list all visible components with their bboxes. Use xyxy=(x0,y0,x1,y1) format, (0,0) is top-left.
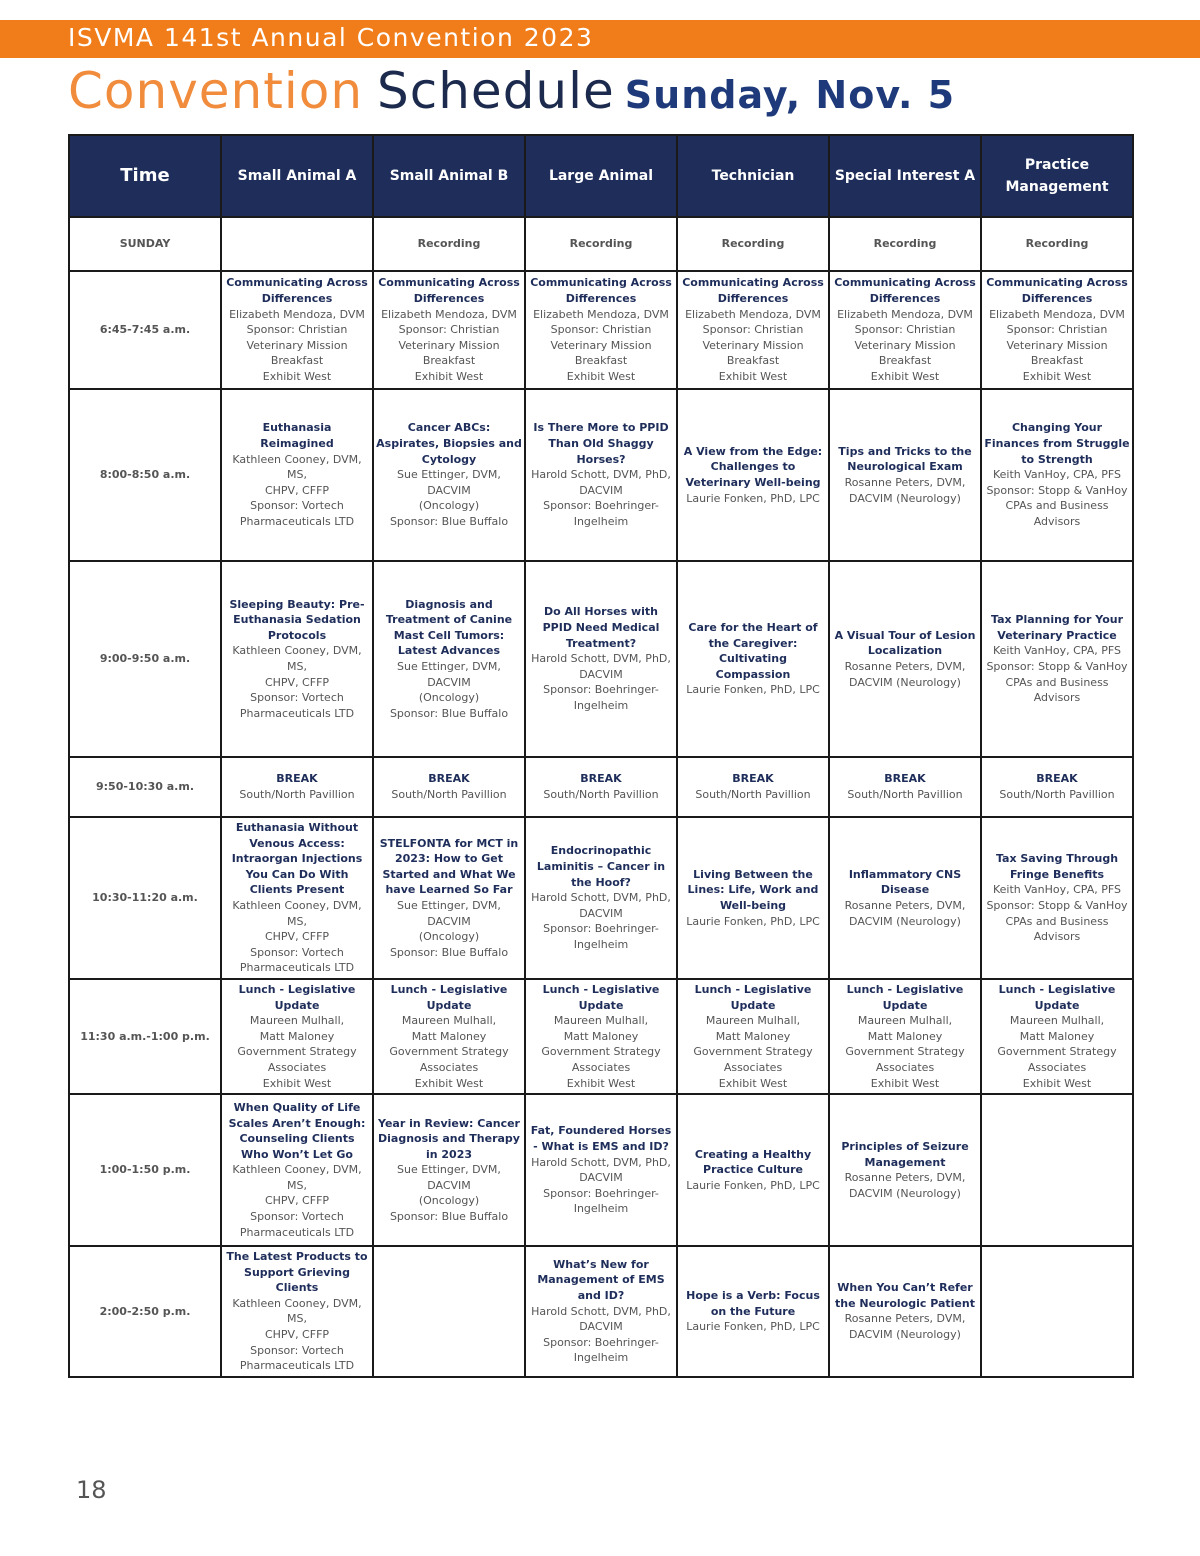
session-detail: Harold Schott, DVM, PhD, xyxy=(531,891,671,905)
session-cell xyxy=(981,271,1133,389)
session-detail: Matt Maloney xyxy=(1019,1029,1095,1043)
session-title: Tax Saving Through Fringe Benefits xyxy=(995,852,1119,881)
session-detail: Exhibit West xyxy=(414,369,484,383)
session-detail: Sponsor: Christian xyxy=(398,323,500,337)
session-detail: (Oncology) xyxy=(418,1194,480,1208)
session-detail: Keith VanHoy, CPA, PFS xyxy=(992,883,1122,897)
session-detail: Maureen Mulhall, xyxy=(553,1014,649,1028)
session-cell xyxy=(525,979,677,1094)
session-detail: (Oncology) xyxy=(418,691,480,705)
session-detail: Ingelheim xyxy=(573,698,629,712)
time-cell: 10:30-11:20 a.m. xyxy=(69,817,221,979)
session-title: Principles of Seizure Management xyxy=(841,1139,969,1169)
session-detail: Elizabeth Mendoza, DVM xyxy=(229,307,365,321)
session-detail: Rosanne Peters, DVM, xyxy=(844,898,966,912)
session-detail: Exhibit West xyxy=(718,1076,788,1090)
session-detail: Breakfast xyxy=(270,354,324,368)
session-title: Communicating Across Differences xyxy=(530,276,672,306)
table-row xyxy=(69,217,1133,271)
table-row xyxy=(69,1246,1133,1377)
session-title: Lunch - Legislative Update xyxy=(998,982,1116,1012)
session-detail: Exhibit West xyxy=(566,1076,636,1090)
session-detail: Keith VanHoy, CPA, PFS xyxy=(992,468,1122,482)
session-detail: Associates xyxy=(723,1060,783,1074)
session-detail: Laurie Fonken, PhD, LPC xyxy=(686,914,820,928)
title-day: Sunday, Nov. 5 xyxy=(624,73,956,117)
time-cell: 9:00-9:50 a.m. xyxy=(69,561,221,757)
session-cell xyxy=(981,1246,1133,1377)
session-title: BREAK xyxy=(580,772,622,786)
session-title: Euthanasia Reimagined xyxy=(260,421,334,451)
session-title: Do All Horses with PPID Need Medical Treatment? xyxy=(542,605,660,650)
session-cell xyxy=(677,389,829,561)
session-detail: Maureen Mulhall, xyxy=(857,1014,953,1028)
time-cell: 11:30 a.m.-1:00 p.m. xyxy=(69,979,221,1094)
session-cell xyxy=(525,817,677,979)
session-detail: DACVIM xyxy=(579,1320,623,1334)
session-detail: Sponsor: Vortech xyxy=(250,1343,344,1357)
session-cell xyxy=(373,979,525,1094)
session-detail: Government Strategy xyxy=(541,1045,661,1059)
session-detail: Kathleen Cooney, DVM, MS, xyxy=(232,1163,362,1192)
session-detail: Ingelheim xyxy=(573,1202,629,1216)
session-cell xyxy=(373,817,525,979)
session-detail: Matt Maloney xyxy=(563,1029,639,1043)
session-title: Sleeping Beauty: Pre-Euthanasia Sedation Protocols xyxy=(229,597,365,642)
top-banner xyxy=(0,20,1200,58)
session-title: Creating a Healthy Practice Culture xyxy=(694,1147,812,1177)
session-detail: Exhibit West xyxy=(566,369,636,383)
session-detail: Ingelheim xyxy=(573,1351,629,1365)
session-detail: Elizabeth Mendoza, DVM xyxy=(685,307,821,321)
table-row xyxy=(69,979,1133,1094)
session-title: Euthanasia Without Venous Access: Intraorgan Injections You Can Do With Clients Present xyxy=(231,821,363,897)
column-header: Large Animal xyxy=(525,135,677,217)
session-detail: Sponsor: Christian xyxy=(550,323,652,337)
session-detail: CHPV, CFFP xyxy=(264,675,330,689)
session-cell xyxy=(373,561,525,757)
session-detail: (Oncology) xyxy=(418,499,480,513)
session-detail: Exhibit West xyxy=(262,369,332,383)
session-detail: Breakfast xyxy=(422,354,476,368)
session-detail: Matt Maloney xyxy=(411,1029,487,1043)
session-detail: Sponsor: Christian xyxy=(854,323,956,337)
session-detail: Sponsor: Vortech xyxy=(250,945,344,959)
session-detail: Sponsor: Boehringer- xyxy=(543,1335,659,1349)
session-detail: Pharmaceuticals LTD xyxy=(239,1225,355,1239)
session-title: BREAK xyxy=(428,772,470,786)
session-title: Lunch - Legislative Update xyxy=(542,982,660,1012)
session-detail: Exhibit West xyxy=(1022,369,1092,383)
session-detail: Sponsor: Christian xyxy=(246,323,348,337)
session-detail: DACVIM xyxy=(579,1171,623,1185)
session-title: When You Can’t Refer the Neurologic Patient xyxy=(835,1281,975,1310)
session-cell xyxy=(829,1246,981,1377)
session-detail: Pharmaceuticals LTD xyxy=(239,1359,355,1373)
session-title: Communicating Across Differences xyxy=(986,276,1128,306)
session-detail: DACVIM (Neurology) xyxy=(849,914,961,928)
session-cell xyxy=(829,561,981,757)
time-cell: 6:45-7:45 a.m. xyxy=(69,271,221,389)
session-detail: CHPV, CFFP xyxy=(264,483,330,497)
session-detail: Sponsor: Christian xyxy=(702,323,804,337)
session-detail: Sponsor: Stopp & VanHoy xyxy=(986,898,1128,912)
session-title: Communicating Across Differences xyxy=(834,276,976,306)
session-title: Communicating Across Differences xyxy=(682,276,824,306)
session-title: Diagnosis and Treatment of Canine Mast Cell Tumors: Latest Advances xyxy=(385,597,513,658)
session-cell xyxy=(677,271,829,389)
session-title: Cancer ABCs: Aspirates, Biopsies and Cytology xyxy=(376,421,522,466)
page-number: 18 xyxy=(76,1476,107,1504)
session-title: Living Between the Lines: Life, Work and Well-being xyxy=(687,867,819,912)
session-detail: CHPV, CFFP xyxy=(264,930,330,944)
session-title: Lunch - Legislative Update xyxy=(390,982,508,1012)
session-title: The Latest Products to Support Grieving Clients xyxy=(226,1250,368,1295)
session-title: A Visual Tour of Lesion Localization xyxy=(834,628,976,658)
session-cell xyxy=(829,1094,981,1246)
session-cell: Recording xyxy=(677,217,829,271)
column-header: Small Animal A xyxy=(221,135,373,217)
session-detail: Elizabeth Mendoza, DVM xyxy=(989,307,1125,321)
session-detail: Pharmaceuticals LTD xyxy=(239,514,355,528)
session-detail: Breakfast xyxy=(878,354,932,368)
session-cell xyxy=(829,271,981,389)
session-cell: Recording xyxy=(373,217,525,271)
session-detail: DACVIM xyxy=(579,906,623,920)
session-detail: CPAs and Business Advisors xyxy=(1005,675,1109,705)
session-detail: Rosanne Peters, DVM, xyxy=(844,476,966,489)
session-detail: Veterinary Mission xyxy=(854,338,956,352)
column-header: Small Animal B xyxy=(373,135,525,217)
session-cell xyxy=(829,817,981,979)
session-cell xyxy=(525,1246,677,1377)
session-cell xyxy=(981,389,1133,561)
session-detail: South/North Pavillion xyxy=(847,788,963,801)
session-cell xyxy=(829,389,981,561)
header-row xyxy=(69,135,1133,217)
session-cell xyxy=(677,1246,829,1377)
session-detail: Sue Ettinger, DVM, DACVIM xyxy=(397,1163,501,1192)
session-detail: Sue Ettinger, DVM, DACVIM xyxy=(397,660,501,689)
session-title: Care for the Heart of the Caregiver: Cultivating Compassion xyxy=(688,621,818,681)
session-detail: Pharmaceuticals LTD xyxy=(239,961,355,975)
time-cell: 8:00-8:50 a.m. xyxy=(69,389,221,561)
session-detail: Sponsor: Blue Buffalo xyxy=(389,1210,509,1224)
table-row xyxy=(69,271,1133,389)
session-detail: Sponsor: Vortech xyxy=(250,1210,344,1224)
session-title: Tax Planning for Your Veterinary Practice xyxy=(990,613,1124,642)
session-title: Year in Review: Cancer Diagnosis and Therapy in 2023 xyxy=(378,1116,520,1161)
session-detail: South/North Pavillion xyxy=(999,788,1115,801)
session-cell xyxy=(981,817,1133,979)
session-detail: South/North Pavillion xyxy=(239,788,355,801)
session-detail: Harold Schott, DVM, PhD, xyxy=(531,1304,671,1318)
session-cell xyxy=(221,817,373,979)
session-detail: Sponsor: Christian xyxy=(1006,323,1108,337)
title-convention: Convention xyxy=(68,62,364,120)
session-detail: Associates xyxy=(419,1060,479,1074)
session-detail: Ingelheim xyxy=(573,937,629,951)
session-detail: Breakfast xyxy=(574,354,628,368)
time-cell: SUNDAY xyxy=(69,217,221,271)
session-cell xyxy=(373,757,525,817)
column-header: Technician xyxy=(677,135,829,217)
session-detail: Harold Schott, DVM, PhD, xyxy=(531,652,671,666)
schedule-table xyxy=(68,134,1134,1378)
title-schedule: Schedule xyxy=(377,62,615,120)
session-title: BREAK xyxy=(732,772,774,786)
session-detail: Ingelheim xyxy=(573,514,629,528)
session-title: A View from the Edge: Challenges to Veterinary Well-being xyxy=(683,444,823,489)
session-detail: Associates xyxy=(267,1060,327,1074)
table-row xyxy=(69,561,1133,757)
session-detail: Keith VanHoy, CPA, PFS xyxy=(992,644,1122,658)
session-detail: Sponsor: Blue Buffalo xyxy=(389,945,509,959)
session-detail: Harold Schott, DVM, PhD, xyxy=(531,1155,671,1169)
session-detail: Maureen Mulhall, xyxy=(1009,1014,1105,1028)
session-detail: DACVIM (Neurology) xyxy=(849,1328,961,1342)
session-title: STELFONTA for MCT in 2023: How to Get Started and What We have Learned So Far xyxy=(379,836,519,897)
session-title: Hope is a Verb: Focus on the Future xyxy=(686,1289,820,1318)
session-title: Communicating Across Differences xyxy=(378,276,520,306)
table-row xyxy=(69,757,1133,817)
session-title: Tips and Tricks to the Neurological Exam xyxy=(838,444,972,474)
session-detail: South/North Pavillion xyxy=(391,788,507,801)
session-cell xyxy=(221,271,373,389)
session-detail: Veterinary Mission xyxy=(550,338,652,352)
session-title: Communicating Across Differences xyxy=(226,276,368,306)
session-title: Endocrinopathic Laminitis – Cancer in the Hoof? xyxy=(536,844,666,889)
session-cell xyxy=(677,1094,829,1246)
session-cell xyxy=(373,271,525,389)
session-cell xyxy=(829,757,981,817)
session-detail: Matt Maloney xyxy=(259,1029,335,1043)
session-cell xyxy=(525,561,677,757)
session-detail: South/North Pavillion xyxy=(543,788,659,801)
session-cell xyxy=(221,979,373,1094)
table-row xyxy=(69,389,1133,561)
session-detail: Matt Maloney xyxy=(867,1029,943,1043)
column-header: Time xyxy=(69,135,221,217)
session-detail: Government Strategy xyxy=(845,1045,965,1059)
session-detail: South/North Pavillion xyxy=(695,788,811,801)
column-header: Special Interest A xyxy=(829,135,981,217)
time-cell: 1:00-1:50 p.m. xyxy=(69,1094,221,1246)
time-cell: 2:00-2:50 p.m. xyxy=(69,1246,221,1377)
session-detail: Exhibit West xyxy=(262,1076,332,1090)
session-detail: DACVIM (Neurology) xyxy=(849,675,961,689)
session-cell xyxy=(677,561,829,757)
session-detail: Matt Maloney xyxy=(715,1029,791,1043)
session-title: Changing Your Finances from Struggle to Strength xyxy=(984,421,1130,466)
session-detail: Exhibit West xyxy=(718,369,788,383)
session-detail: Sponsor: Boehringer- xyxy=(543,499,659,513)
session-title: BREAK xyxy=(276,772,318,786)
session-detail: Associates xyxy=(571,1060,631,1074)
session-detail: Sponsor: Vortech xyxy=(250,499,344,513)
session-detail: Maureen Mulhall, xyxy=(401,1014,497,1028)
session-cell xyxy=(677,817,829,979)
session-detail: Sponsor: Boehringer- xyxy=(543,1186,659,1200)
session-detail: Pharmaceuticals LTD xyxy=(239,706,355,720)
session-cell xyxy=(525,757,677,817)
session-detail: Laurie Fonken, PhD, LPC xyxy=(686,491,820,505)
session-detail: Veterinary Mission xyxy=(398,338,500,352)
session-title: Is There More to PPID Than Old Shaggy Horses? xyxy=(533,421,669,466)
session-detail: Government Strategy xyxy=(237,1045,357,1059)
session-detail: Exhibit West xyxy=(870,1076,940,1090)
session-title: When Quality of Life Scales Aren’t Enough: Counseling Clients Who Won’t Let Go xyxy=(228,1100,366,1161)
session-cell xyxy=(373,1094,525,1246)
session-detail: Harold Schott, DVM, PhD, xyxy=(531,468,671,482)
session-detail: (Oncology) xyxy=(418,930,480,944)
session-cell xyxy=(373,1246,525,1377)
session-cell xyxy=(677,757,829,817)
session-detail: Government Strategy xyxy=(389,1045,509,1059)
session-cell xyxy=(981,1094,1133,1246)
session-detail: Sponsor: Blue Buffalo xyxy=(389,706,509,720)
session-cell xyxy=(981,757,1133,817)
session-cell xyxy=(221,389,373,561)
session-cell xyxy=(525,1094,677,1246)
session-detail: CPAs and Business Advisors xyxy=(1005,914,1109,944)
session-detail: Veterinary Mission xyxy=(702,338,804,352)
column-header: Practice Management xyxy=(981,135,1133,217)
session-title: Lunch - Legislative Update xyxy=(238,982,356,1012)
session-detail: Government Strategy xyxy=(997,1045,1117,1059)
session-detail: DACVIM xyxy=(579,667,623,681)
session-cell xyxy=(525,271,677,389)
session-detail: Associates xyxy=(875,1060,935,1074)
session-detail: Associates xyxy=(1027,1060,1087,1074)
session-detail: Sponsor: Stopp & VanHoy xyxy=(986,483,1128,497)
session-detail: DACVIM (Neurology) xyxy=(849,491,961,505)
session-detail: Sponsor: Blue Buffalo xyxy=(389,514,509,528)
session-detail: CHPV, CFFP xyxy=(264,1328,330,1342)
session-cell xyxy=(221,1094,373,1246)
session-detail: Elizabeth Mendoza, DVM xyxy=(381,307,517,321)
session-cell xyxy=(373,389,525,561)
session-detail: Rosanne Peters, DVM, xyxy=(844,660,966,673)
session-cell xyxy=(221,561,373,757)
session-detail: DACVIM xyxy=(579,483,623,497)
session-cell xyxy=(981,561,1133,757)
session-detail: Sponsor: Boehringer- xyxy=(543,922,659,936)
session-title: BREAK xyxy=(884,772,926,786)
table-row xyxy=(69,817,1133,979)
session-cell: Recording xyxy=(525,217,677,271)
session-detail: Elizabeth Mendoza, DVM xyxy=(533,307,669,321)
session-cell xyxy=(981,979,1133,1094)
time-cell: 9:50-10:30 a.m. xyxy=(69,757,221,817)
table-row xyxy=(69,1094,1133,1246)
session-detail: Veterinary Mission Breakfast xyxy=(1006,338,1108,368)
session-detail: Breakfast xyxy=(726,354,780,368)
session-detail: Veterinary Mission xyxy=(246,338,348,352)
session-detail: Government Strategy xyxy=(693,1045,813,1059)
session-detail: Laurie Fonken, PhD, LPC xyxy=(686,1178,820,1192)
session-cell xyxy=(221,1246,373,1377)
session-title: Fat, Foundered Horses - What is EMS and ID? xyxy=(530,1124,672,1153)
session-detail: Laurie Fonken, PhD, LPC xyxy=(686,683,820,697)
session-detail: Sponsor: Vortech xyxy=(250,691,344,705)
session-detail: Kathleen Cooney, DVM, MS, xyxy=(232,898,362,928)
session-cell: Recording xyxy=(829,217,981,271)
session-detail: Laurie Fonken, PhD, LPC xyxy=(686,1320,820,1334)
banner-text: ISVMA 141st Annual Convention 2023 xyxy=(68,23,594,52)
session-detail: Exhibit West xyxy=(870,369,940,383)
session-title: Lunch - Legislative Update xyxy=(694,982,812,1012)
page-title xyxy=(68,62,955,122)
session-detail: Maureen Mulhall, xyxy=(249,1014,345,1028)
session-detail: Sponsor: Boehringer- xyxy=(543,683,659,697)
session-detail: Sue Ettinger, DVM, DACVIM xyxy=(397,898,501,928)
session-detail: Exhibit West xyxy=(1022,1076,1092,1090)
session-title: Lunch - Legislative Update xyxy=(846,982,964,1012)
session-detail: Rosanne Peters, DVM, xyxy=(844,1312,966,1326)
session-title: Inflammatory CNS Disease xyxy=(848,867,962,897)
session-detail: Maureen Mulhall, xyxy=(705,1014,801,1028)
session-detail: DACVIM (Neurology) xyxy=(849,1186,961,1200)
session-detail: Kathleen Cooney, DVM, MS, xyxy=(232,1296,362,1326)
session-cell: Recording xyxy=(981,217,1133,271)
session-detail: CPAs and Business Advisors xyxy=(1005,499,1109,528)
session-detail: Sponsor: Stopp & VanHoy xyxy=(986,660,1128,673)
session-cell xyxy=(221,757,373,817)
session-detail: CHPV, CFFP xyxy=(264,1194,330,1208)
session-detail: Elizabeth Mendoza, DVM xyxy=(837,307,973,321)
session-detail: Exhibit West xyxy=(414,1076,484,1090)
session-cell xyxy=(829,979,981,1094)
session-cell xyxy=(677,979,829,1094)
session-cell xyxy=(221,217,373,271)
session-detail: Kathleen Cooney, DVM, MS, xyxy=(232,452,362,482)
session-detail: Kathleen Cooney, DVM, MS, xyxy=(232,644,362,673)
session-detail: Rosanne Peters, DVM, xyxy=(844,1171,966,1185)
session-detail: Sue Ettinger, DVM, DACVIM xyxy=(397,468,501,497)
session-title: What’s New for Management of EMS and ID? xyxy=(537,1257,665,1303)
session-cell xyxy=(525,389,677,561)
session-title: BREAK xyxy=(1036,772,1078,786)
